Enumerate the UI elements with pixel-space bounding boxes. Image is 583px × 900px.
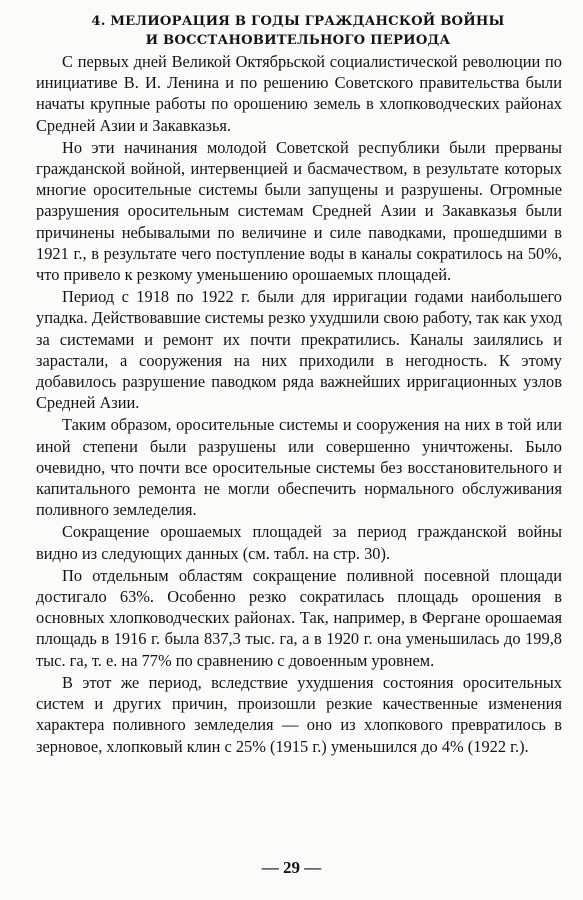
- section-heading: [40, 12, 556, 50]
- paragraph-4: Таким образом, оросительные системы и сооружения на них в той или иной степени были разрушены или совершенно уничтожены. Было очевидно, что почти все оросительные системы без восстановительного и капитального ремонта не могли обеспечить нормального обслуживания поливного земледелия.: [36, 415, 562, 520]
- paragraph-1: С первых дней Великой Октябрьской социалистической революции по инициативе В. И. Ленина и по решению Советского правительства были начаты крупные работы по орошению земель в хлопководческих районах Средней Азии и Закавказья.: [36, 52, 562, 135]
- body-text: [36, 51, 562, 757]
- section-heading-line-2: И ВОССТАНОВИТЕЛЬНОГО ПЕРИОДА: [145, 33, 451, 48]
- paragraph-3: Период с 1918 по 1922 г. были для ирригации годами наибольшего упадка. Действовавшие системы резко ухудшили свою работу, так как уход за системами и ремонт их почти прекратились. Каналы заилялись и зарастали, а сооружения на них приходили в негодность. К этому добавилось разрушение паводком ряда важнейших ирригационных узлов Средней Азии.: [36, 287, 562, 413]
- section-heading-line-1: 4. МЕЛИОРАЦИЯ В ГОДЫ ГРАЖДАНСКОЙ ВОЙНЫ: [91, 14, 505, 29]
- paragraph-2: Но эти начинания молодой Советской республики были прерваны гражданской войной, интервенцией и басмачеством, в результате которых многие оросительные системы были запущены и разрушены. Огромные разрушения оросительным системам Средней Азии и Закавказья были причинены небывалыми по величине и силе паводками, прошедшими в 1921 г., в результате чего поступление воды в каналы сократилось на 50%, что привело к резкому уменьшению орошаемых площадей.: [36, 137, 562, 285]
- page-number: — 29 —: [261, 858, 322, 877]
- paragraph-7: В этот же период, вследствие ухудшения состояния оросительных систем и других причин, произошли резкие качественные изменения характера поливного земледелия — оно из хлопкового превратилось в зерновое, хлопковый клин с 25% (1915 г.) уменьшился до 4% (1922 г.).: [36, 672, 562, 756]
- paragraph-6: По отдельным областям сокращение поливной посевной площади достигало 63%. Особенно резко сократилась площадь орошения в основных хлопководческих районах. Так, например, в Фергане орошаемая площадь в 1916 г. была 837,3 тыс. га, а в 1920 г. она уменьшилась до 199,8 тыс. га, т. е. на 77% по сравнению с довоенным уровнем.: [36, 565, 562, 670]
- paragraph-5: Сокращение орошаемых площадей за период гражданской войны видно из следующих данных (см. табл. на стр. 30).: [36, 522, 562, 563]
